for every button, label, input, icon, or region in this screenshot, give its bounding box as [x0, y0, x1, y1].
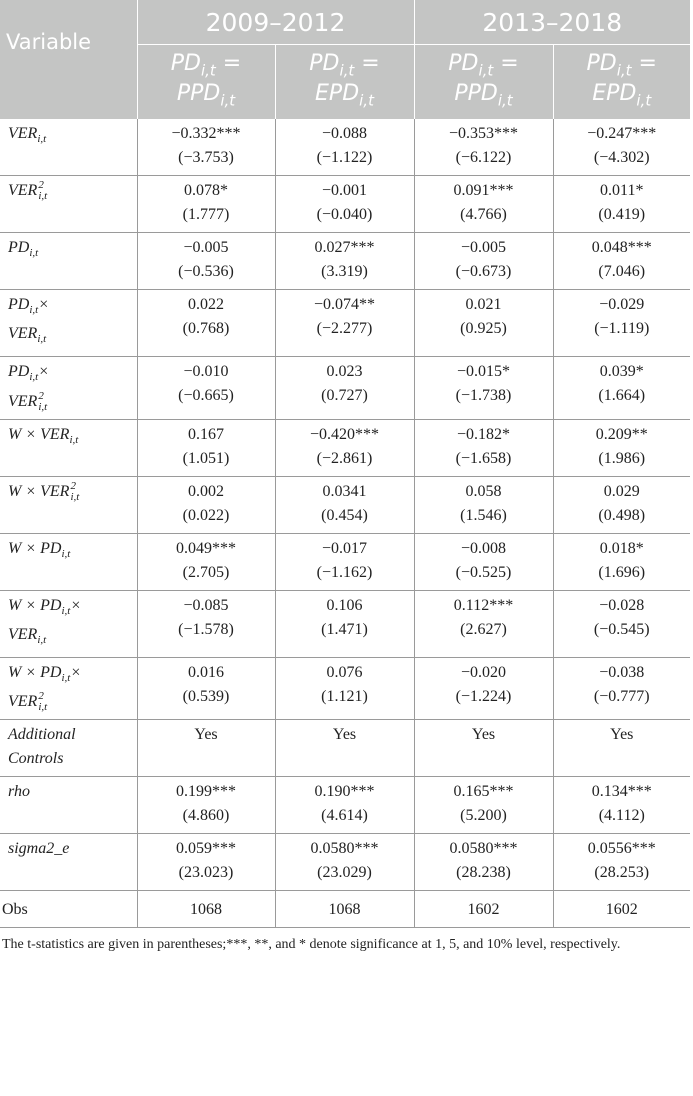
- table-cell: 0.0341 (0.454): [275, 476, 414, 533]
- table-row: [0, 657, 690, 719]
- row-label-rho: rho: [0, 777, 137, 834]
- row-label-w-x-pd-x-ver: $W \times PD_{i,t}\times$ $VER_{i,t}$: [0, 590, 137, 657]
- table-row: [0, 834, 690, 891]
- row-label-w-x-pd-x-ver-squared: $W \times PD_{i,t}\times$ VER 2 i,t: [0, 657, 137, 719]
- row-label-additional-controls: Additional Controls: [0, 720, 137, 777]
- row-label-pd-x-ver-squared: $PD_{i,t}\times$ VER 2 i,t: [0, 357, 137, 419]
- table-cell: 0.002 (0.022): [137, 476, 275, 533]
- table-cell: −0.015* (−1.738): [414, 357, 553, 419]
- table-cell: 0.091*** (4.766): [414, 176, 553, 233]
- period-header-2013-2018: 2013–2018: [414, 0, 690, 45]
- row-label-w-x-ver: $W \times VER_{i,t}$: [0, 419, 137, 476]
- table-cell: −0.001 (−0.040): [275, 176, 414, 233]
- table-cell: −0.008 (−0.525): [414, 533, 553, 590]
- table-cell: Yes: [414, 720, 553, 777]
- row-label-pd: $PD_{i,t}$: [0, 233, 137, 290]
- variable-column-header: Variable: [0, 0, 137, 119]
- table-cell: 0.058 (1.546): [414, 476, 553, 533]
- table-cell: 1068: [137, 891, 275, 928]
- table-cell: 0.078* (1.777): [137, 176, 275, 233]
- table-row: [0, 233, 690, 290]
- table-cell: 0.022 (0.768): [137, 290, 275, 357]
- row-label-w-x-pd: $W \times PD_{i,t}$: [0, 533, 137, 590]
- table-cell: 0.209** (1.986): [553, 419, 690, 476]
- table-cell: 0.0580*** (28.238): [414, 834, 553, 891]
- table-row: [0, 357, 690, 419]
- table-row: [0, 419, 690, 476]
- table-cell: 0.165*** (5.200): [414, 777, 553, 834]
- table-cell: −0.353*** (−6.122): [414, 119, 553, 176]
- table-cell: 0.049*** (2.705): [137, 533, 275, 590]
- table-cell: 0.048*** (7.046): [553, 233, 690, 290]
- table-row: [0, 290, 690, 357]
- table-cell: −0.038 (−0.777): [553, 657, 690, 719]
- table-cell: 0.167 (1.051): [137, 419, 275, 476]
- table-cell: −0.017 (−1.162): [275, 533, 414, 590]
- table-row: [0, 891, 690, 928]
- table-row: [0, 176, 690, 233]
- table-cell: −0.088 (−1.122): [275, 119, 414, 176]
- table-cell: 0.039* (1.664): [553, 357, 690, 419]
- table-cell: 0.076 (1.121): [275, 657, 414, 719]
- table-cell: 0.027*** (3.319): [275, 233, 414, 290]
- table-cell: 1602: [414, 891, 553, 928]
- table-cell: −0.028 (−0.545): [553, 590, 690, 657]
- row-label-ver: $VER_{i,t}$: [0, 119, 137, 176]
- table-row: [0, 720, 690, 777]
- table-cell: −0.420*** (−2.861): [275, 419, 414, 476]
- row-label-w-x-ver-squared: W × VER 2 i,t: [0, 476, 137, 533]
- table-row: [0, 533, 690, 590]
- table-cell: 1068: [275, 891, 414, 928]
- table-row: [0, 119, 690, 176]
- spec-header: $PD_{i,t}$ = $PPD_{i,t}$: [137, 45, 275, 120]
- row-label-ver-squared: VER 2 i,t: [0, 176, 137, 233]
- table-cell: 0.029 (0.498): [553, 476, 690, 533]
- table-cell: 0.190*** (4.614): [275, 777, 414, 834]
- row-label-obs: Obs: [0, 891, 137, 928]
- table-cell: 0.016 (0.539): [137, 657, 275, 719]
- table-cell: 0.0580*** (23.029): [275, 834, 414, 891]
- table-cell: 0.059*** (23.023): [137, 834, 275, 891]
- table-footnote: The t-statistics are given in parentheses;***, **, and * denote significance at 1, 5, and 10% level, respectively.: [2, 937, 621, 953]
- table-cell: −0.020 (−1.224): [414, 657, 553, 719]
- spec-header: $PD_{i,t}$ = $PPD_{i,t}$: [414, 45, 553, 120]
- row-label-sigma2-e: sigma2_e: [0, 834, 137, 891]
- table-cell: 0.0556*** (28.253): [553, 834, 690, 891]
- table-cell: 0.018* (1.696): [553, 533, 690, 590]
- table-row: [0, 777, 690, 834]
- table-cell: 0.021 (0.925): [414, 290, 553, 357]
- table-cell: 0.112*** (2.627): [414, 590, 553, 657]
- table-cell: −0.247*** (−4.302): [553, 119, 690, 176]
- table-cell: −0.010 (−0.665): [137, 357, 275, 419]
- table-cell: −0.029 (−1.119): [553, 290, 690, 357]
- table-cell: −0.085 (−1.578): [137, 590, 275, 657]
- table-cell: 0.134*** (4.112): [553, 777, 690, 834]
- row-label-pd-x-ver: $PD_{i,t}\times$ $VER_{i,t}$: [0, 290, 137, 357]
- table-cell: Yes: [275, 720, 414, 777]
- spec-header: $PD_{i,t}$ = $EPD_{i,t}$: [553, 45, 690, 120]
- table-cell: Yes: [137, 720, 275, 777]
- spec-header: $PD_{i,t}$ = $EPD_{i,t}$: [275, 45, 414, 120]
- table-row: [0, 476, 690, 533]
- table-cell: Yes: [553, 720, 690, 777]
- table-cell: 0.023 (0.727): [275, 357, 414, 419]
- table-cell: −0.182* (−1.658): [414, 419, 553, 476]
- table-cell: 0.106 (1.471): [275, 590, 414, 657]
- table-cell: −0.005 (−0.673): [414, 233, 553, 290]
- table-cell: −0.074** (−2.277): [275, 290, 414, 357]
- table-cell: 0.011* (0.419): [553, 176, 690, 233]
- table-cell: −0.005 (−0.536): [137, 233, 275, 290]
- table-cell: 1602: [553, 891, 690, 928]
- table-cell: 0.199*** (4.860): [137, 777, 275, 834]
- table-row: [0, 590, 690, 657]
- table-cell: −0.332*** (−3.753): [137, 119, 275, 176]
- period-header-2009-2012: 2009–2012: [137, 0, 414, 45]
